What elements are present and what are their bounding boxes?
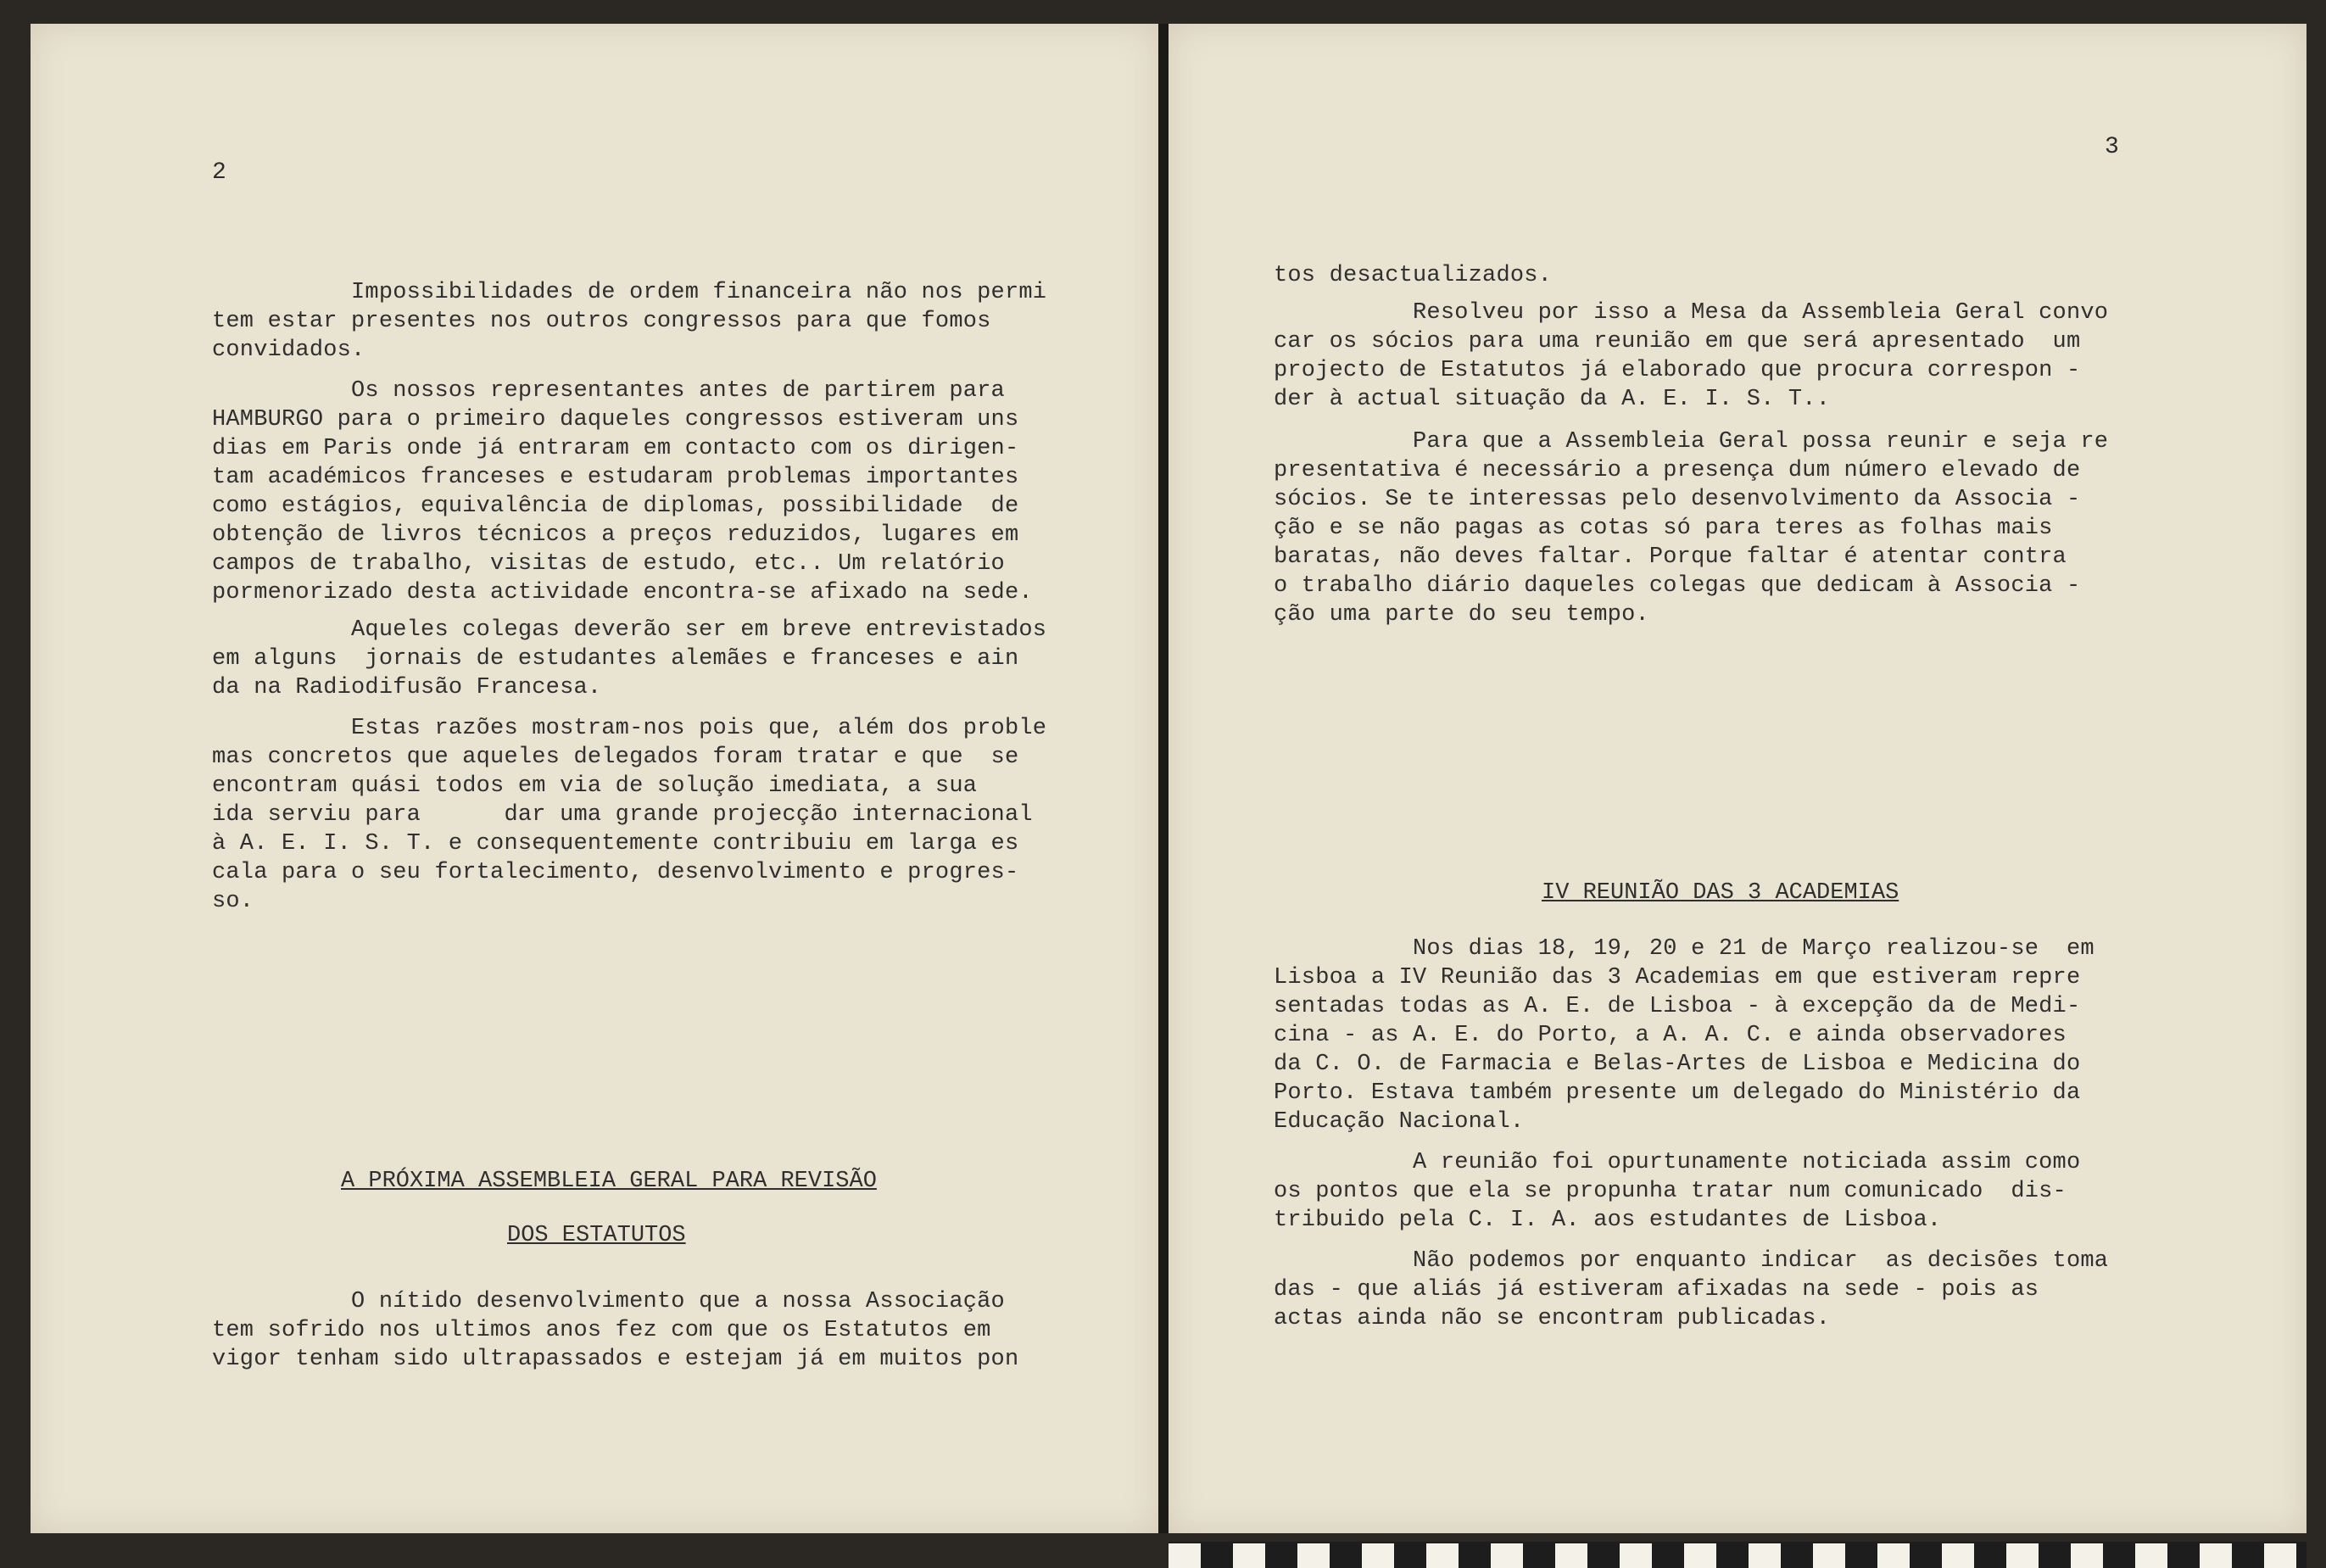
paragraph-financial: Impossibilidades de ordem financeira não nos permi tem estar presentes nos outros congressos para que fomos convidados.	[212, 280, 1047, 363]
paragraph-interviews: Aqueles colegas deverão ser em breve entrevistados em alguns jornais de estudantes alemães e franceses e ain da na Radiodifusão Francesa.	[212, 617, 1047, 700]
page-number-left: 2	[212, 159, 226, 186]
paragraph-representatives: Os nossos representantes antes de partirem para HAMBURGO para o primeiro daqueles congressos estiveram uns dias em Paris onde já entraram em contacto com os dirigen- tam académicos franceses e estudaram problemas importantes como estágios, equivalência de diplomas, possibilidade de obtenção de livros técnicos a preços reduzidos, lugares em campos de trabalho, visitas de estudo, etc.. Um relatório pormenorizado desta actividade encontra-se afixado na sede.	[212, 378, 1033, 605]
paragraph-meeting: Nos dias 18, 19, 20 e 21 de Março realizou-se em Lisboa a IV Reunião das 3 Academias em que estiveram repre sentadas todas as A. E. de Lisboa - à excepção da de Medi- cina - as A. E. do Porto, a A. A. C. e ainda observadores da C. O. de Farmacia e Belas-Artes de Lisboa e Medicina do Porto. Estava também presente um delegado do Ministério da Educação Nacional.	[1274, 936, 2095, 1135]
scale-ruler	[1169, 1542, 2306, 1568]
paragraph-decisions: Não podemos por enquanto indicar as decisões toma das - que aliás já estiveram afixadas na sede - pois as actas ainda não se encontram publicadas.	[1274, 1248, 2109, 1331]
heading-assembly: A PRÓXIMA ASSEMBLEIA GERAL PARA REVISÃO	[341, 1169, 877, 1194]
left-page	[31, 24, 1158, 1533]
paragraph-convocation: Resolveu por isso a Mesa da Assembleia Geral convo car os sócios para uma reunião em que será apresentado um projecto de Estatutos já elaborado que procura correspon - der à actual situação da A. E. I. S. T..	[1274, 300, 2109, 412]
book-fold	[1158, 24, 1169, 1533]
heading-academies: IV REUNIÃO DAS 3 ACADEMIAS	[1542, 880, 1899, 906]
paragraph-attendance: Para que a Assembleia Geral possa reunir e seja re presentativa é necessário a presença dum número elevado de sócios. Se te interessas pelo desenvolvimento da Associa - ção e se não pagas as cotas só para teres as folhas mais baratas, não deves faltar. Porque faltar é atentar contra o trabalho diário daqueles colegas que dedicam à Associa - ção uma parte do seu tempo.	[1274, 429, 2109, 628]
right-page	[1169, 24, 2306, 1533]
paragraph-reasons: Estas razões mostram-nos pois que, além dos proble mas concretos que aqueles delegados foram tratar e que se encontram quási todos em via de solução imediata, a sua ida serviu para dar uma grande projecção internacional à A. E. I. S. T. e consequentemente contribuiu em larga es cala para o seu fortalecimento, desenvolvimento e progres- so.	[212, 716, 1047, 914]
page-number-right: 3	[2105, 134, 2119, 160]
paragraph-announcement: A reunião foi opurtunamente noticiada assim como os pontos que ela se propunha tratar num comunicado dis- tribuido pela C. I. A. aos estudantes de Lisboa.	[1274, 1150, 2081, 1233]
heading-statutes: DOS ESTATUTOS	[507, 1223, 686, 1248]
paragraph-outdated: tos desactualizados.	[1274, 263, 1553, 288]
paragraph-development: O nítido desenvolvimento que a nossa Associação tem sofrido nos ultimos anos fez com que os Estatutos em vigor tenham sido ultrapassados e estejam já em muitos pon	[212, 1289, 1019, 1372]
